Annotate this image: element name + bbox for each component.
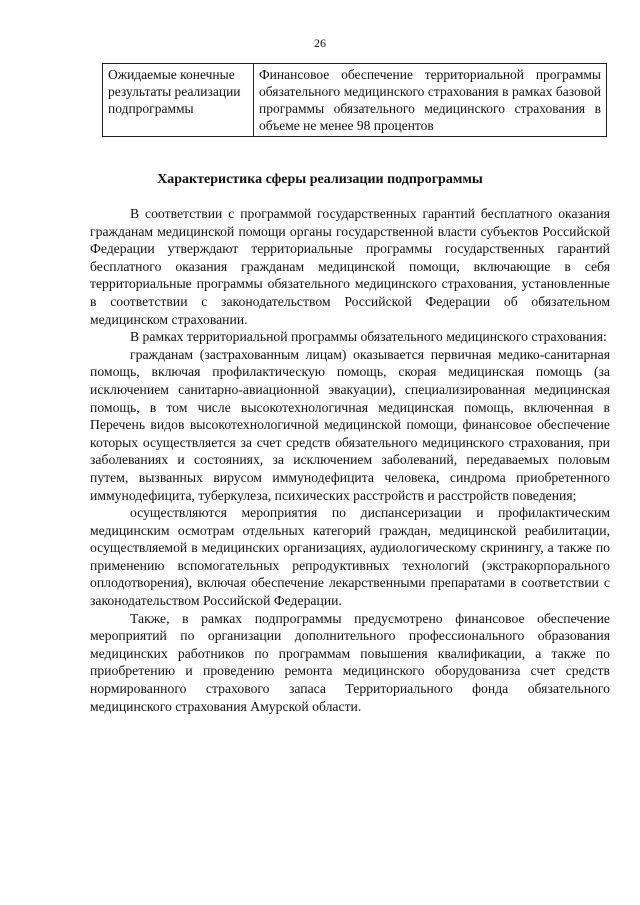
table-row bbox=[103, 64, 607, 137]
paragraph-4: осуществляются мероприятия по диспансеризации и профилактическим медицинским осмотрам отдельных категорий граждан, медицинской реабилитации, осуществляемой в медицинских организациях, аудиологическому скринингу, а также по применению вспомогательных репродуктивных технологий (экстракорпорального оплодотворения), включая обеспечение лекарственными препаратами в соответствии с законодательством Российской Федерации. bbox=[90, 505, 610, 609]
paragraph-3: гражданам (застрахованным лицам) оказывается первичная медико-санитарная помощь, включая профилактическую помощь, скорая медицинская помощь (за исключением санитарно-авиационной эвакуации), специализированная медицинская помощь, в том числе высокотехнологичная медицинская помощь, включенная в Перечень видов высокотехнологичной медицинской помощи, финансовое обеспечение которых осуществляется за счет средств обязательного медицинского страхования, при заболеваниях и состояниях, за исключением заболеваний, передаваемых половым путем, вызванных вирусом иммунодефицита человека, синдрома приобретенного иммунодефицита, туберкулеза, психических расстройств и расстройств поведения; bbox=[90, 346, 610, 503]
expected-results-value: Финансовое обеспечение территориальной программы обязательного медицинского страхования в рамках базовой программы обязательного медицинского страхования в объеме не менее 98 процентов bbox=[254, 64, 607, 137]
paragraph-5: Также, в рамках подпрограммы предусмотрено финансовое обеспечение мероприятий по организации дополнительного профессионального образования медицинских работников по программам повышения квалификации, а также по приобретению и проведению ремонта медицинского оборудованиза счет средств нормированного страхового запаса Территориального фонда обязательного медицинского страхования Амурской области. bbox=[90, 610, 610, 714]
paragraph-2: В рамках территориальной программы обязательного медицинского страхования: bbox=[130, 329, 607, 345]
subprogram-results-table bbox=[102, 63, 607, 137]
section-heading: Характеристика сферы реализации подпрограммы bbox=[157, 172, 483, 187]
paragraph-1: В соответствии с программой государственных гарантий бесплатного оказания гражданам медицинской помощи органы государственной власти субъектов Российской Федерации утверждают территориальные программы государственных гарантий бесплатного оказания гражданам медицинской помощи, включающие в себя территориальные программы обязательного медицинского страхования, установленные в соответствии с законодательством Российской Федерации об обязательном медицинском страховании. bbox=[90, 206, 610, 327]
page-number: 26 bbox=[314, 36, 326, 50]
expected-results-label: Ожидаемые конечные результаты реализации подпрограммы bbox=[103, 64, 254, 137]
body-text bbox=[90, 205, 610, 715]
